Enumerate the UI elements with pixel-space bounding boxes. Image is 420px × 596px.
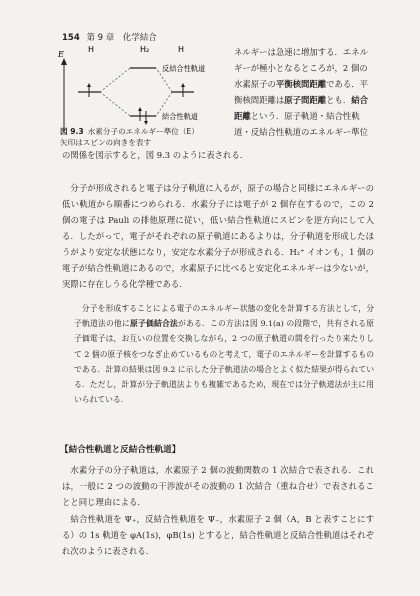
text-span: 水素原子の <box>234 79 276 89</box>
caption-line-2: 矢印はスピンの向きを表す <box>60 138 152 147</box>
text-span: という．原子軌道・結合性軌 <box>250 111 360 121</box>
text-span: である．平 <box>326 79 368 89</box>
correlation-lines <box>100 68 172 116</box>
bonding-label: 結合性軌道 <box>162 112 198 121</box>
side-text <box>234 44 368 140</box>
atom-label-left: H <box>88 45 95 54</box>
energy-axis-arrowhead <box>61 58 67 65</box>
term-bond-part1: 結合 <box>351 95 368 105</box>
bonding-spin-down-head <box>144 121 148 125</box>
paragraph-1: の関係を図示すると，図 9.3 のように表される． <box>62 150 249 160</box>
term-valence-bond: 原子価結合法 <box>129 319 178 329</box>
bonding-spin-up-head <box>138 107 142 111</box>
term-equilibrium-distance: 平衡核間距離 <box>275 79 327 89</box>
term-interatomic-distance: 原子間距離 <box>284 95 327 105</box>
text-span: 分子を形成することによる電子のエネルギー状態の変化を計算する方法として，分子軌道法の他に <box>74 304 374 329</box>
molecule-label: H₂ <box>140 45 150 54</box>
side-line: ギーが極小となるところが，2 個の <box>234 63 368 73</box>
spin-arrow-left-head <box>87 83 91 87</box>
chapter-title: 第 9 章 化学結合 <box>86 33 157 43</box>
text-span: がある．この方法は図 9.1(a) の段階で，共有される原子価電子は，お互いの位置を交換しながら，2 つの原子軌道の間を行ったり来たりして 2 個の原子核をつなぎ止めているものと考えて，電子のエネルギーを計算するものである．計算の結果は図 9.2 に示した分子軌道法の場合とよく似た結果が得られている．ただし，計算が分子軌道法よりも複雑であるため，現在では分子軌道法が主に用いられている． <box>74 319 375 405</box>
page-number: 154 <box>62 33 80 43</box>
atom-label-right: H <box>178 45 185 54</box>
note-box <box>74 301 374 407</box>
side-line: 道・反結合性軌道のエネルギー準位 <box>234 127 368 137</box>
spin-arrow-right-head <box>181 83 185 87</box>
side-line <box>234 92 368 108</box>
term-bond-part2: 距離 <box>234 111 251 121</box>
figure-caption <box>60 126 235 148</box>
text-span: とも． <box>326 95 352 105</box>
paragraph-3: 水素分子の分子軌道は，水素原子 2 個の波動関数の 1 次結合で表される．これは，一般に 2 つの波動の干渉波がその波動の 1 次結合（重ね合せ）で表されることと同じ理由による． <box>62 465 374 507</box>
section-heading: 【結合性軌道と反結合性軌道】 <box>60 445 181 455</box>
energy-axis-label: E <box>58 50 64 59</box>
text-span: 衡核間距離は <box>234 95 285 105</box>
caption-line-1: 水素分子のエネルギー準位（E） <box>87 127 199 136</box>
side-line <box>234 76 368 92</box>
paragraph-4: 結合性軌道を Ψ₊，反結合性軌道を Ψ₋，水素原子 2 個（A，B と表すことにする）の 1s 軌道を φA(1s)，φB(1s) とすると，結合性軌道と反結合性軌道はそれぞれ次のように表される． <box>62 514 374 556</box>
side-line: ネルギーは急速に増加する．エネル <box>234 47 368 57</box>
antibonding-label: 反結合性軌道 <box>162 64 206 73</box>
figure-number: 図 9.3 <box>60 127 84 136</box>
side-line <box>234 108 368 124</box>
paragraph-2: 分子が形成されると電子は分子軌道に入るが，原子の場合と同様にエネルギーの低い軌道から順番につめられる．水素分子には電子が 2 個存在するので，この 2 個の電子は Pauli の排他原理に従い，低い結合性軌道にスピンを逆方向にして入る．したがって，電子がそれぞれの原子軌道にあるよりは，分子軌道を形成したほうがより安定な状態になり，安定な水素分子が形成される．H₂⁺ イオンも，1 個の電子が結合性軌道にあるので，水素原子に比べると安定化エネルギーは少ないが，実際に存在しうる化学種である． <box>62 183 374 289</box>
